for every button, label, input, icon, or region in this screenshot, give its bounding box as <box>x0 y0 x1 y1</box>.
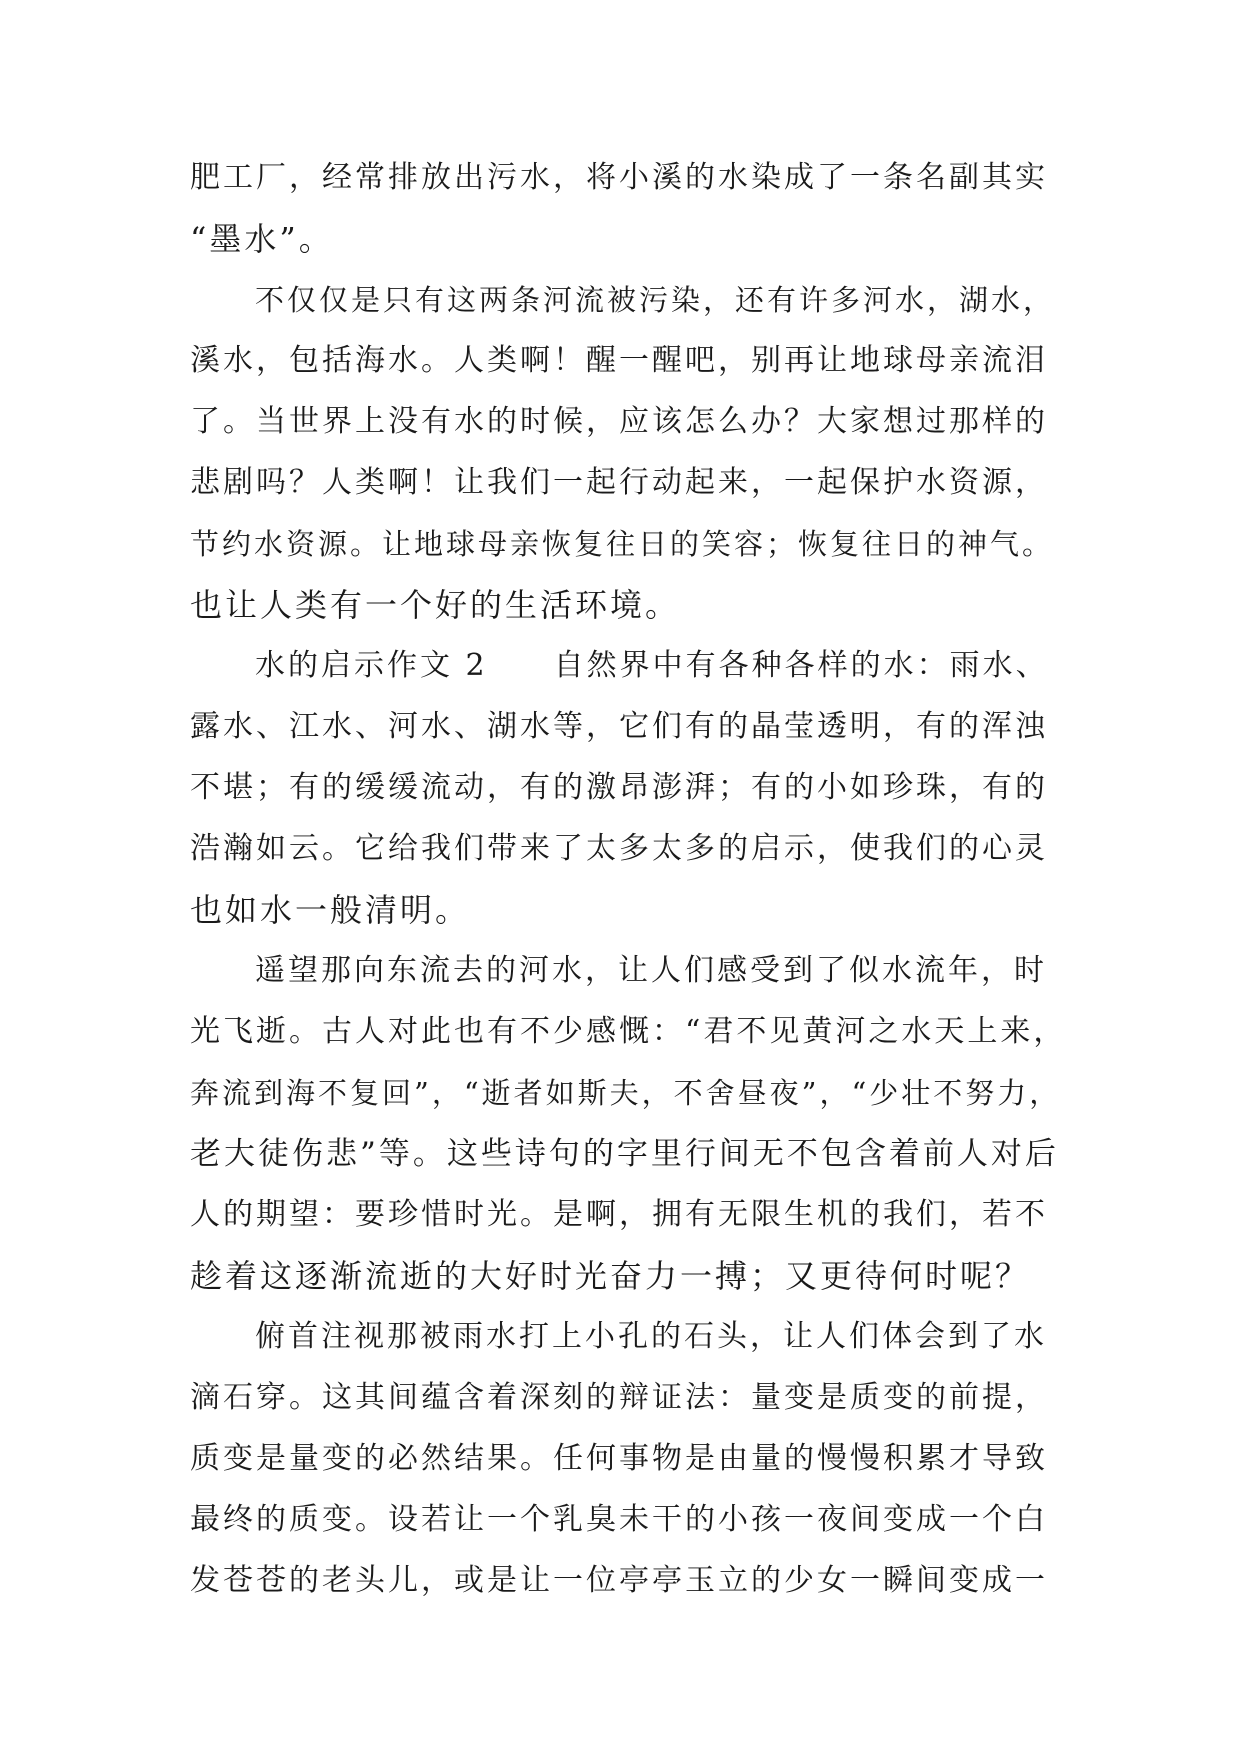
paragraph-first-line: 不仅仅是只有这两条河流被污染，还有许多河水，湖水， <box>255 283 1056 317</box>
text-line: 光飞逝。古人对此也有不少感慨：“君不见黄河之水天上来， <box>190 1014 1067 1049</box>
text-line: 也让人类有一个好的生活环境。 <box>190 586 681 624</box>
paragraph-first-line: 水的启示作文 2 自然界中有各种各样的水：雨水、 <box>255 648 1049 683</box>
text-line: 滴石穿。这其间蕴含着深刻的辩证法：量变是质变的前提， <box>190 1380 1048 1415</box>
text-line: 肥工厂，经常排放出污水，将小溪的水染成了一条名副其实 <box>190 160 1048 195</box>
text-line: 老大徒伤悲”等。这些诗句的字里行间无不包含着前人对后 <box>190 1136 1059 1172</box>
text-line: 悲剧吗？人类啊！让我们一起行动起来，一起保护水资源， <box>190 465 1048 500</box>
text-line: 质变是量变的必然结果。任何事物是由量的慢慢积累才导致 <box>190 1441 1048 1476</box>
text-line: 趁着这逐渐流逝的大好时光奋力一搏；又更待何时呢？ <box>190 1257 1031 1295</box>
text-line: 奔流到海不复回”，“逝者如斯夫，不舍昼夜”，“少壮不努力， <box>190 1076 1062 1110</box>
paragraph-first-line: 俯首注视那被雨水打上小孔的石头，让人们体会到了水 <box>255 1319 1047 1354</box>
text-line: 也如水一般清明。 <box>190 891 471 929</box>
text-line: 了。当世界上没有水的时候，应该怎么办？大家想过那样的 <box>190 404 1048 439</box>
text-line: 不堪；有的缓缓流动，有的激昂澎湃；有的小如珍珠，有的 <box>190 770 1048 805</box>
text-line: 溪水，包括海水。人类啊！醒一醒吧，别再让地球母亲流泪 <box>190 343 1048 378</box>
text-line: 人的期望：要珍惜时光。是啊，拥有无限生机的我们，若不 <box>190 1197 1048 1232</box>
text-line: 节约水资源。让地球母亲恢复往日的笑容；恢复往日的神气。 <box>190 527 1055 561</box>
text-line: “墨水”。 <box>190 220 334 258</box>
text-line: 最终的质变。设若让一个乳臭未干的小孩一夜间变成一个白 <box>190 1502 1048 1537</box>
text-line: 露水、江水、河水、湖水等，它们有的晶莹透明，有的浑浊 <box>190 709 1048 744</box>
text-line: 浩瀚如云。它给我们带来了太多太多的启示，使我们的心灵 <box>190 831 1048 866</box>
text-line: 发苍苍的老头儿，或是让一位亭亭玉立的少女一瞬间变成一 <box>190 1563 1048 1598</box>
paragraph-first-line: 遥望那向东流去的河水，让人们感受到了似水流年，时 <box>255 953 1047 988</box>
